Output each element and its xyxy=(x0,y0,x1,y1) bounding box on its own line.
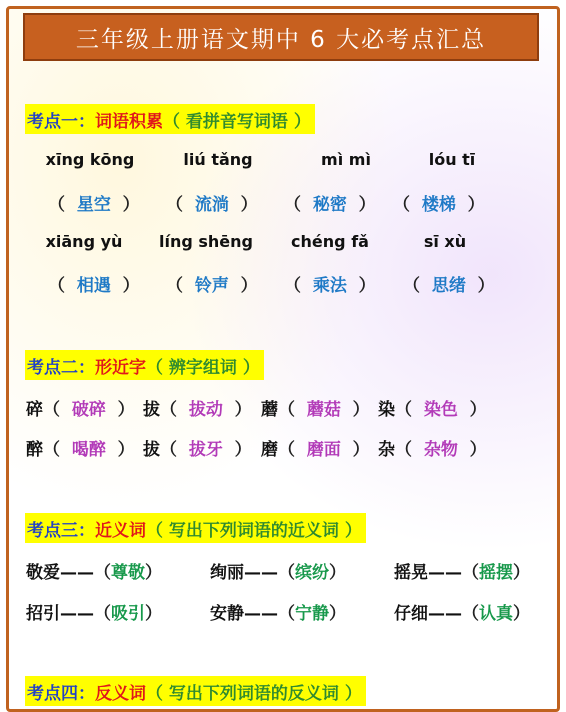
section-4-desc: （ 写出下列词语的反义词 ） xyxy=(146,683,362,704)
synonym-cell: 招引——（吸引） xyxy=(26,604,162,624)
char-cell: 拔（ 拔牙 ） xyxy=(143,440,252,460)
answer-word: 宁静 xyxy=(295,604,329,624)
answer-word: 尊敬 xyxy=(111,563,145,583)
char: 蘑 xyxy=(261,400,278,420)
char-cell: 染（ 染色 ） xyxy=(378,400,487,420)
word: 安静—— xyxy=(210,604,278,624)
word: 仔细—— xyxy=(394,604,462,624)
answer-cell: （ 楼梯 ） xyxy=(393,195,485,215)
answer-word: 流淌 xyxy=(194,195,229,215)
answer-cell: （ 星空 ） xyxy=(48,195,140,215)
answer-word: 染色 xyxy=(423,400,458,420)
answer-word: 秘密 xyxy=(312,195,347,215)
word: 敬爱—— xyxy=(26,563,94,583)
synonym-cell: 绚丽——（缤纷） xyxy=(210,563,346,583)
char-cell: 碎（ 破碎 ） xyxy=(26,400,135,420)
answer-word: 破碎 xyxy=(71,400,106,420)
section-4-heading xyxy=(25,676,366,706)
answer-cell: （ 秘密 ） xyxy=(284,195,376,215)
char: 拔 xyxy=(143,440,160,460)
pinyin-item: chéng fǎ xyxy=(291,232,369,251)
word-row-1 xyxy=(0,190,566,214)
page-title: 三年级上册语文期中 6 大必考点汇总 xyxy=(23,13,539,61)
section-1-desc: （ 看拼音写词语 ） xyxy=(163,111,311,132)
word-row-2 xyxy=(0,271,566,295)
section-1-label: 考点一： xyxy=(27,111,95,132)
answer-word: 思绪 xyxy=(431,276,466,296)
char: 染 xyxy=(378,400,395,420)
char: 拔 xyxy=(143,400,160,420)
synonym-row-2 xyxy=(0,599,566,623)
char: 碎 xyxy=(26,400,43,420)
section-2-topic: 形近字 xyxy=(95,357,146,378)
word: 招引—— xyxy=(26,604,94,624)
answer-word: 蘑菇 xyxy=(306,400,341,420)
section-1-heading xyxy=(25,104,315,134)
synonym-row-1 xyxy=(0,558,566,582)
char-cell: 拔（ 拔动 ） xyxy=(143,400,252,420)
char-cell: 杂（ 杂物 ） xyxy=(378,440,487,460)
char: 杂 xyxy=(378,440,395,460)
answer-word: 拔牙 xyxy=(188,440,223,460)
char-cell: 蘑（ 蘑菇 ） xyxy=(261,400,370,420)
synonym-cell: 摇晃——（摇摆） xyxy=(394,563,530,583)
answer-word: 杂物 xyxy=(423,440,458,460)
section-1-topic: 词语积累 xyxy=(95,111,163,132)
section-2-heading xyxy=(25,350,264,380)
answer-cell: （ 铃声 ） xyxy=(166,276,258,296)
pinyin-item: xiāng yù xyxy=(45,232,123,251)
pinyin-item: sī xù xyxy=(423,232,467,251)
pinyin-item: xīng kōng xyxy=(45,150,135,169)
answer-word: 相遇 xyxy=(76,276,111,296)
pinyin-row-1 xyxy=(0,150,566,174)
answer-word: 喝醉 xyxy=(71,440,106,460)
pinyin-row-2 xyxy=(0,232,566,256)
word: 绚丽—— xyxy=(210,563,278,583)
answer-word: 吸引 xyxy=(111,604,145,624)
answer-word: 缤纷 xyxy=(295,563,329,583)
section-4-label: 考点四： xyxy=(27,683,95,704)
char-cell: 磨（ 磨面 ） xyxy=(261,440,370,460)
section-2-desc: （ 辨字组词 ） xyxy=(146,357,260,378)
char-cell: 醉（ 喝醉 ） xyxy=(26,440,135,460)
pinyin-item: líng shēng xyxy=(159,232,253,251)
answer-cell: （ 乘法 ） xyxy=(284,276,376,296)
char-row-2 xyxy=(0,435,566,459)
answer-word: 星空 xyxy=(76,195,111,215)
answer-cell: （ 相遇 ） xyxy=(48,276,140,296)
synonym-cell: 敬爱——（尊敬） xyxy=(26,563,162,583)
section-3-topic: 近义词 xyxy=(95,520,146,541)
word: 摇晃—— xyxy=(394,563,462,583)
section-3-desc: （ 写出下列词语的近义词 ） xyxy=(146,520,362,541)
char: 醉 xyxy=(26,440,43,460)
answer-word: 磨面 xyxy=(306,440,341,460)
answer-cell: （ 流淌 ） xyxy=(166,195,258,215)
answer-word: 认真 xyxy=(479,604,513,624)
section-3-heading xyxy=(25,513,366,543)
char: 磨 xyxy=(261,440,278,460)
answer-word: 楼梯 xyxy=(421,195,456,215)
answer-word: 铃声 xyxy=(194,276,229,296)
section-3-label: 考点三： xyxy=(27,520,95,541)
answer-word: 乘法 xyxy=(312,276,347,296)
answer-word: 摇摆 xyxy=(479,563,513,583)
pinyin-item: lóu tī xyxy=(428,150,476,169)
answer-cell: （ 思绪 ） xyxy=(403,276,495,296)
section-2-label: 考点二： xyxy=(27,357,95,378)
pinyin-item: mì mì xyxy=(321,150,371,169)
pinyin-item: liú tǎng xyxy=(183,150,253,169)
section-4-topic: 反义词 xyxy=(95,683,146,704)
synonym-cell: 安静——（宁静） xyxy=(210,604,346,624)
char-row-1 xyxy=(0,395,566,419)
synonym-cell: 仔细——（认真） xyxy=(394,604,530,624)
answer-word: 拔动 xyxy=(188,400,223,420)
